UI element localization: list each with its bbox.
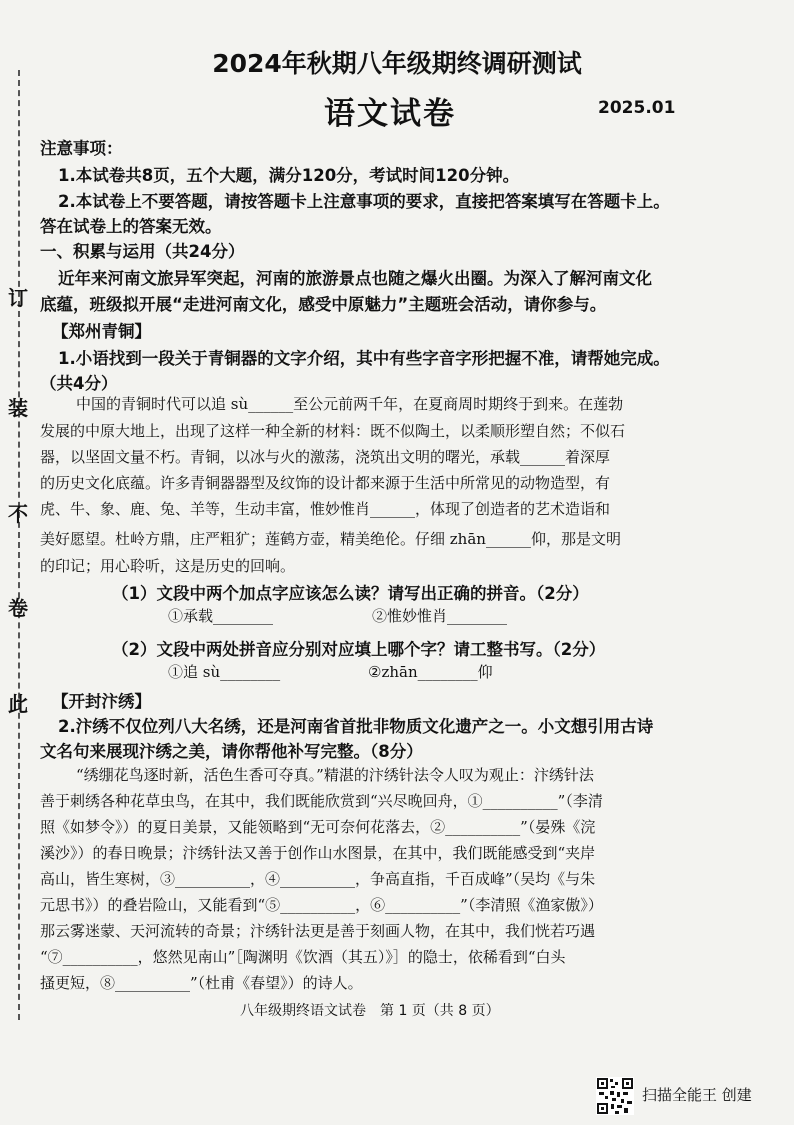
answer-blank: ①追 sù________ [168,663,281,681]
section-intro: 近年来河南文旅异军突起，河南的旅游景点也随之爆火出圈。为深入了解河南文化 [58,269,652,288]
part-label: 【郑州青铜】 [52,322,151,341]
passage-line: 高山，皆生寒树，③__________，④__________，争高直指，千百成峰”（吴均《与朱 [40,870,596,888]
answer-blank: ②zhān________仰 [368,663,493,681]
passage-line: 美好愿望。杜岭方鼎，庄严粗犷；莲鹤方壶，精美绝伦。仔细 zhān______仰，那是文明 [40,530,621,548]
page-footer: 八年级期终语文试卷 第 1 页（共 8 页） [240,1003,500,1019]
question-2-score: 文名句来展现汴绣之美，请你帮他补写完整。（8分） [40,742,423,761]
margin-char: 卷 [8,596,28,620]
passage-line: 的历史文化底蕴。许多青铜器器型及纹饰的设计都来源于生活中所常见的动物造型，有 [40,474,611,492]
passage-line: 那云雾迷蒙、天河流转的奇景；汴绣针法更是善于刻画人物，在其中，我们恍若巧遇 [40,922,596,940]
passage-line: 善于刺绣各种花草虫鸟，在其中，我们既能欣赏到“兴尽晚回舟，①__________”（李清 [40,792,603,810]
scanner-watermark: 扫描全能王 创建 [642,1086,752,1104]
exam-subtitle: 语文试卷 [324,96,456,132]
margin-char: 不 [8,502,28,526]
answer-blank: ②惟妙惟肖________ [372,607,508,625]
question-1-score: （共4分） [40,374,118,393]
passage-line: 元思书》）的叠岩险山，又能看到“⑤__________，⑥__________”（李清照《渔家傲》） [40,896,603,914]
margin-char: 订 [8,286,28,310]
section-heading: 一、积累与运用（共24分） [40,242,245,261]
sub-question: （2）文段中两处拼音应分别对应填上哪个字？请工整书写。（2分） [112,640,606,659]
question-2: 2.汴绣不仅位列八大名绣，还是河南省首批非物质文化遗产之一。小文想引用古诗 [58,717,654,736]
passage-line: 中国的青铜时代可以追 sù______至公元前两千年，在夏商周时期终于到来。在莲勃 [76,395,624,413]
part-label: 【开封汴绣】 [52,692,151,711]
margin-char: 装 [8,396,28,420]
sub-question: （1）文段中两个加点字应该怎么读？请写出正确的拼音。（2分） [112,584,589,603]
passage-line: 的印记；用心聆听，这是历史的回响。 [40,557,296,575]
passage-line: 虎、牛、象、鹿、兔、羊等，生动丰富，惟妙惟肖______，体现了创造者的艺术造诣和 [40,500,611,518]
question-1: 1.小语找到一段关于青铜器的文字介绍，其中有些字音字形把握不准，请帮她完成。 [58,349,670,368]
notice-heading: 注意事项： [40,139,123,158]
qr-code-icon [596,1077,634,1115]
margin-char: 此 [8,692,28,716]
binding-margin-line [18,70,20,1020]
passage-line: 发展的中原大地上，出现了这样一种全新的材料：既不似陶土，以柔顺形塑自然；不似石 [40,422,626,440]
notice-item: 1.本试卷共8页，五个大题，满分120分，考试时间120分钟。 [58,166,520,185]
answer-blank: ①承载________ [168,607,274,625]
notice-item: 答在试卷上的答案无效。 [40,217,222,236]
passage-line: “绣绷花鸟逐时新，活色生香可夺真。”精湛的汴绣针法令人叹为观止：汴绣针法 [76,766,594,784]
passage-line: 器，以坚固文量不朽。青铜，以冰与火的激荡，浇筑出文明的曙光，承载______着深厚 [40,448,611,466]
notice-item: 2.本试卷上不要答题，请按答题卡上注意事项的要求，直接把答案填写在答题卡上。 [58,192,670,211]
passage-line: “⑦__________，悠然见南山”［陶渊明《饮酒（其五）》］的隐士，依稀看到“白头 [40,948,566,966]
exam-date: 2025.01 [598,98,676,118]
exam-title: 2024年秋期八年级期终调研测试 [212,49,582,78]
passage-line: 照《如梦令》）的夏日美景，又能领略到“无可奈何花落去，②__________”（晏殊《浣 [40,818,596,836]
passage-line: 溪沙》）的春日晚景；汴绣针法又善于创作山水图景，在其中，我们既能感受到“夹岸 [40,844,596,862]
section-intro: 底蕴，班级拟开展“走进河南文化，感受中原魅力”主题班会活动，请你参与。 [40,295,607,314]
passage-line: 搔更短，⑧__________”（杜甫《春望》）的诗人。 [40,974,363,992]
